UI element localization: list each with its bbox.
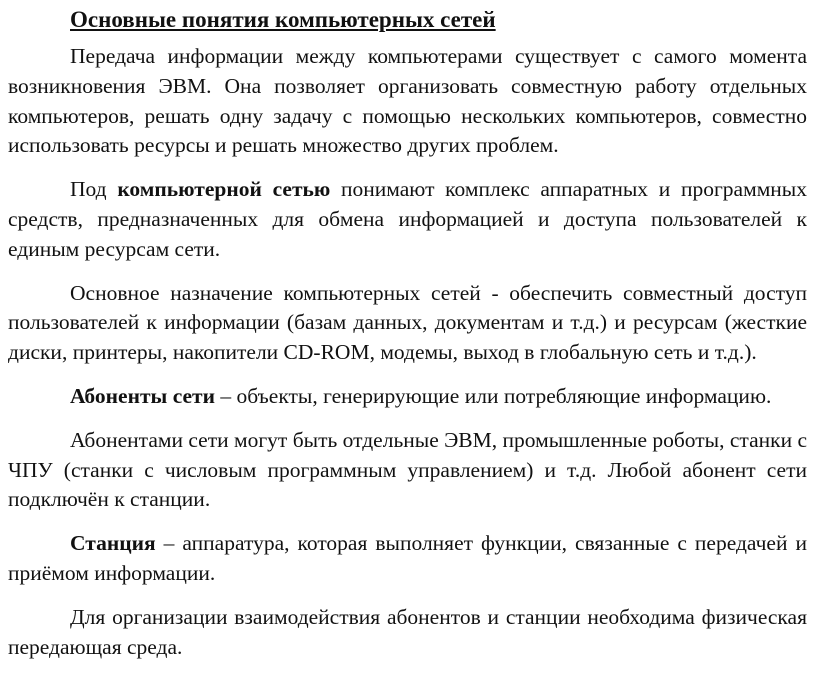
paragraph-gap [8, 589, 807, 603]
paragraph-transmission-medium: Для организации взаимодействия абонентов и станции необходима физическая передающая среда. [8, 604, 807, 659]
paragraph-text: – аппаратура, которая выполняет функции, связанные с передачей и приёмом информации. [8, 531, 807, 585]
paragraph-text: – объекты, генерирующие или потребляющие информацию. [215, 383, 772, 408]
term-station: Станция [70, 531, 156, 556]
paragraph-subscribers-definition [8, 382, 807, 412]
paragraph-gap [8, 265, 807, 279]
paragraph-gap [8, 515, 807, 529]
paragraph-station-definition [8, 529, 807, 589]
paragraph-data-transfer: Передача информации между компьютерами существует с самого момента возникновения ЭВМ. Она позволяет организовать совместную работу отдельных компьютеров, решать одну задачу с помощью нескольких компьютеров, совместно использовать ресурсы и решать множество других проблем. [8, 44, 807, 158]
term-computer-network: компьютерной сетью [117, 177, 331, 202]
paragraph-subscriber-examples: Абонентами сети могут быть отдельные ЭВМ, промышленные роботы, станки с ЧПУ (станки с числовым программным управлением) и т.д. Любой абонент сети подключён к станции. [8, 427, 807, 512]
paragraph-network-purpose: Основное назначение компьютерных сетей - обеспечить совместный доступ пользователей к информации (базам данных, документам и т.д.) и ресурсам (жесткие диски, принтеры, накопители CD-ROM, модемы, выход в глобальную сеть и т.д.). [8, 280, 807, 365]
paragraph-gap [8, 412, 807, 426]
paragraph-gap [8, 368, 807, 382]
document-page [8, 0, 807, 662]
paragraph-text: понимают комплекс аппаратных и программных средств, предназначенных для обмена информацией и доступа пользователей к единым ресурсам сети. [8, 177, 807, 261]
document-title: Основные понятия компьютерных сетей [70, 7, 496, 32]
term-subscribers: Абоненты сети [70, 383, 215, 408]
paragraph-gap [8, 161, 807, 175]
paragraph-network-definition [8, 175, 807, 264]
paragraph-text: Под [70, 177, 118, 202]
